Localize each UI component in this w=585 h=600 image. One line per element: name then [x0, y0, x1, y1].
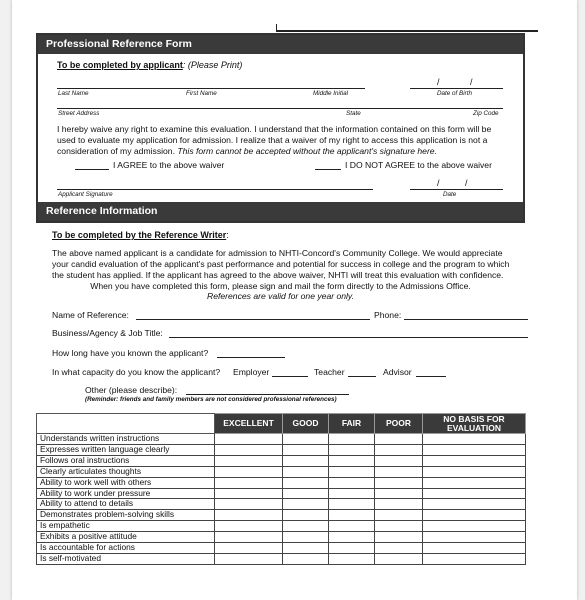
rating-cell[interactable]	[375, 434, 423, 445]
evaluation-header-row	[37, 414, 526, 434]
phone-label: Phone:	[374, 310, 402, 320]
col-fair: FAIR	[329, 414, 375, 434]
criteria-label: Follows oral instructions	[37, 455, 215, 466]
reference-name-line[interactable]	[136, 319, 370, 320]
rating-cell[interactable]	[423, 553, 526, 564]
teacher-line[interactable]	[348, 376, 376, 377]
intro-line-1: The above named applicant is a candidate for admission to NHTI-Concord's Community College. We would appreciate	[52, 248, 503, 258]
rating-cell[interactable]	[375, 499, 423, 510]
dob-slash-2: /	[470, 77, 473, 87]
rating-cell[interactable]	[423, 444, 526, 455]
waiver-text-3: consideration of my admission.	[57, 146, 175, 156]
rating-cell[interactable]	[283, 553, 329, 564]
rating-cell[interactable]	[423, 466, 526, 477]
disagree-label: I DO NOT AGREE to the above waiver	[345, 160, 492, 170]
criteria-label: Exhibits a positive attitude	[37, 532, 215, 543]
intro-line-3: the student has applied. If the applicant has agreed to the above waiver, NHTI will treat this evaluation with confidence.	[52, 270, 504, 280]
rating-cell[interactable]	[329, 444, 375, 455]
rating-cell[interactable]	[423, 477, 526, 488]
criteria-label: Is empathetic	[37, 521, 215, 532]
table-row	[37, 521, 526, 532]
rating-cell[interactable]	[215, 510, 283, 521]
table-row	[37, 553, 526, 564]
waiver-text-2: used to evaluate my application for admission. I realize that a waiver of my right to access this application is not a	[57, 135, 488, 145]
rating-cell[interactable]	[215, 455, 283, 466]
rating-cell[interactable]	[329, 510, 375, 521]
waiver-text-1: I hereby waive any right to examine this evaluation. I understand that the information contained on this form will be	[57, 124, 492, 134]
form-title-bar	[38, 35, 523, 54]
rating-cell[interactable]	[283, 434, 329, 445]
table-row	[37, 532, 526, 543]
rating-cell[interactable]	[283, 521, 329, 532]
first-name-label: First Name	[186, 90, 217, 97]
form-title: Professional Reference Form	[46, 38, 192, 50]
col-excellent: EXCELLENT	[215, 414, 283, 434]
rating-cell[interactable]	[423, 521, 526, 532]
criteria-label: Is self-motivated	[37, 553, 215, 564]
how-long-line[interactable]	[217, 357, 285, 358]
date-label: Date	[443, 191, 457, 198]
table-row	[37, 455, 526, 466]
valid-note: References are valid for one year only.	[207, 291, 354, 301]
business-line[interactable]	[169, 337, 528, 338]
agree-label: I AGREE to the above waiver	[113, 160, 225, 170]
rating-cell[interactable]	[375, 477, 423, 488]
employer-label: Employer	[233, 367, 270, 377]
rating-cell[interactable]	[215, 434, 283, 445]
rating-cell[interactable]	[423, 434, 526, 445]
writer-heading-row	[52, 230, 229, 240]
table-row	[37, 510, 526, 521]
intro-line-2: your candid evaluation of the applicant's past performance and potential for success in college and the program to which	[52, 259, 510, 269]
rating-cell[interactable]	[215, 466, 283, 477]
reference-name-label: Name of Reference:	[52, 310, 129, 320]
rating-cell[interactable]	[329, 543, 375, 554]
rating-cell[interactable]	[375, 532, 423, 543]
phone-line[interactable]	[404, 319, 528, 320]
dob-slash-1: /	[437, 77, 440, 87]
rating-cell[interactable]	[215, 444, 283, 455]
rating-cell[interactable]	[329, 532, 375, 543]
zip-label: Zip Code	[473, 110, 499, 117]
rating-cell[interactable]	[375, 444, 423, 455]
signature-label: Applicant Signature	[58, 191, 113, 198]
waiver-text-3-row	[57, 146, 437, 156]
rating-cell[interactable]	[215, 499, 283, 510]
criteria-header	[37, 414, 215, 434]
table-row	[37, 434, 526, 445]
rating-cell[interactable]	[423, 455, 526, 466]
rating-cell[interactable]	[423, 543, 526, 554]
table-row	[37, 543, 526, 554]
rating-cell[interactable]	[283, 455, 329, 466]
rating-cell[interactable]	[423, 499, 526, 510]
rating-cell[interactable]	[375, 455, 423, 466]
advisor-line[interactable]	[416, 376, 446, 377]
waiver-text-3-italic: This form cannot be accepted without the applicant's signature here.	[177, 146, 437, 156]
reference-title-bar	[38, 202, 523, 221]
rating-cell[interactable]	[283, 488, 329, 499]
rating-cell[interactable]	[215, 488, 283, 499]
applicant-heading: To be completed by applicant	[57, 60, 183, 70]
table-row	[37, 488, 526, 499]
how-long-label: How long have you known the applicant?	[52, 348, 209, 358]
rating-cell[interactable]	[423, 510, 526, 521]
address-line[interactable]	[57, 108, 503, 109]
rating-cell[interactable]	[283, 477, 329, 488]
dob-label: Date of Birth	[437, 90, 472, 97]
applicant-heading-suffix: : (Please Print)	[182, 60, 243, 70]
criteria-label: Ability to work well with others	[37, 477, 215, 488]
criteria-label: Expresses written language clearly	[37, 444, 215, 455]
rating-cell[interactable]	[375, 521, 423, 532]
criteria-label: Ability to work under pressure	[37, 488, 215, 499]
rating-cell[interactable]	[375, 510, 423, 521]
rating-cell[interactable]	[423, 532, 526, 543]
col-poor: POOR	[375, 414, 423, 434]
rating-cell[interactable]	[329, 466, 375, 477]
rating-cell[interactable]	[215, 532, 283, 543]
rating-cell[interactable]	[283, 532, 329, 543]
rating-cell[interactable]	[329, 499, 375, 510]
reminder-note: (Reminder: friends and family members are not considered professional references)	[85, 396, 337, 403]
table-row	[37, 466, 526, 477]
rating-cell[interactable]	[423, 488, 526, 499]
rating-cell[interactable]	[329, 553, 375, 564]
rating-cell[interactable]	[283, 466, 329, 477]
name-line[interactable]	[57, 88, 365, 89]
rating-cell[interactable]	[375, 488, 423, 499]
employer-line[interactable]	[272, 376, 308, 377]
disagree-line[interactable]	[315, 169, 341, 170]
rating-cell[interactable]	[283, 543, 329, 554]
business-label: Business/Agency & Job Title:	[52, 328, 163, 338]
rating-cell[interactable]	[215, 477, 283, 488]
rating-cell[interactable]	[215, 553, 283, 564]
reference-title: Reference Information	[46, 205, 158, 217]
rating-cell[interactable]	[375, 553, 423, 564]
header-rule	[276, 30, 538, 32]
rating-cell[interactable]	[329, 477, 375, 488]
criteria-label: Demonstrates problem-solving skills	[37, 510, 215, 521]
criteria-label: Ability to attend to details	[37, 499, 215, 510]
sig-date-slash-1: /	[437, 178, 440, 188]
writer-heading-suffix: :	[226, 230, 229, 240]
rating-cell[interactable]	[215, 543, 283, 554]
col-good: GOOD	[283, 414, 329, 434]
rating-cell[interactable]	[329, 488, 375, 499]
agree-line[interactable]	[75, 169, 109, 170]
criteria-label: Understands written instructions	[37, 434, 215, 445]
intro-line-4: When you have completed this form, please sign and mail the form directly to the Admissions Office.	[90, 281, 471, 291]
other-line[interactable]	[186, 394, 349, 395]
other-label: Other (please describe):	[85, 385, 178, 395]
state-label: State	[346, 110, 361, 117]
table-row	[37, 499, 526, 510]
table-row	[37, 477, 526, 488]
evaluation-table	[36, 413, 526, 565]
middle-initial-label: Middle Initial	[313, 90, 348, 97]
rating-cell[interactable]	[283, 510, 329, 521]
criteria-label: Is accountable for actions	[37, 543, 215, 554]
signature-line[interactable]	[57, 189, 373, 190]
table-row	[37, 444, 526, 455]
rating-cell[interactable]	[375, 543, 423, 554]
rating-cell[interactable]	[283, 499, 329, 510]
capacity-label: In what capacity do you know the applicant?	[52, 367, 221, 377]
sig-date-slash-2: /	[465, 178, 468, 188]
writer-heading: To be completed by the Reference Writer	[52, 230, 227, 240]
rating-cell[interactable]	[375, 466, 423, 477]
last-name-label: Last Name	[58, 90, 89, 97]
advisor-label: Advisor	[383, 367, 412, 377]
col-no-basis: NO BASIS FOR EVALUATION	[423, 414, 526, 434]
street-label: Street Address	[58, 110, 100, 117]
rating-cell[interactable]	[215, 521, 283, 532]
teacher-label: Teacher	[314, 367, 345, 377]
rating-cell[interactable]	[283, 444, 329, 455]
applicant-heading-row	[57, 60, 242, 70]
criteria-label: Clearly articulates thoughts	[37, 466, 215, 477]
rating-cell[interactable]	[329, 455, 375, 466]
rating-cell[interactable]	[329, 434, 375, 445]
rating-cell[interactable]	[329, 521, 375, 532]
dob-line[interactable]	[410, 88, 503, 89]
signature-date-line[interactable]	[410, 189, 503, 190]
